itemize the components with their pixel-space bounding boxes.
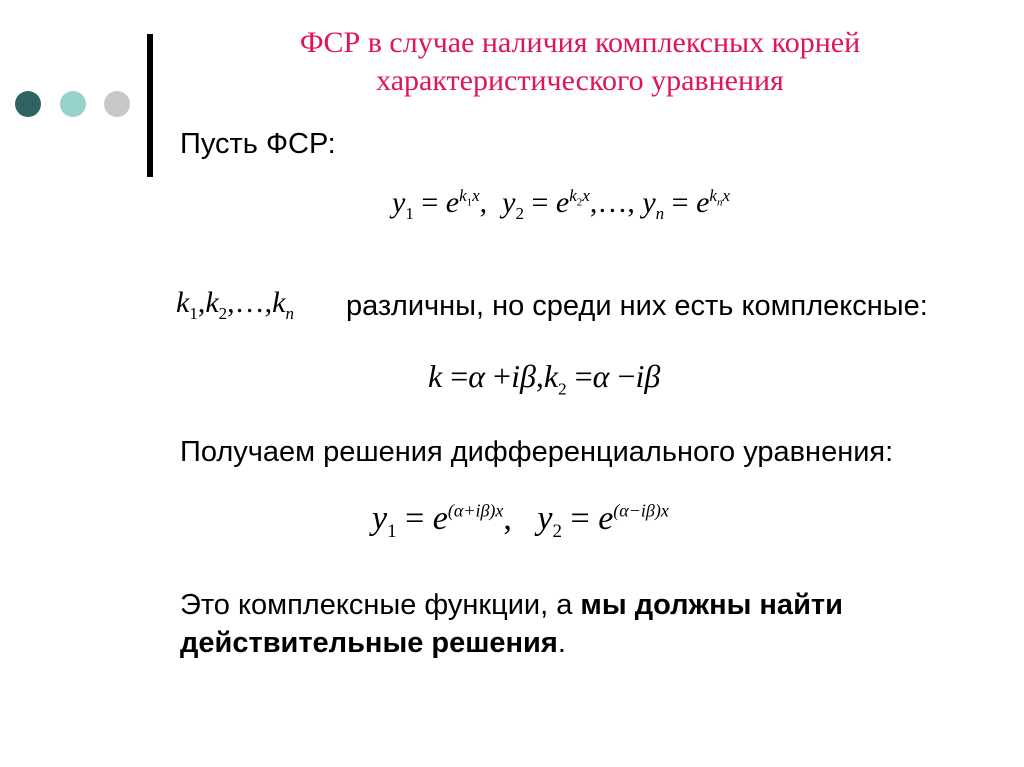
conclusion-period: .: [557, 627, 566, 659]
roots-description: различны, но среди них есть комплексные:: [346, 290, 928, 322]
slide-title: [200, 24, 960, 100]
solutions-heading: Получаем решения дифференциального уравнения:: [180, 436, 894, 468]
conclusion-normal: Это комплексные функции, а: [180, 589, 581, 621]
dot-teal: [60, 91, 86, 117]
title-line-1: ФСР в случае наличия комплексных корней: [299, 26, 861, 59]
dot-gray: [104, 91, 130, 117]
formula-complex-roots: $k =\alpha +i\beta,k_2 =\alpha -i\beta$: [428, 358, 661, 399]
conclusion-bold-2: действительные решения: [180, 627, 558, 659]
conclusion-text: [180, 586, 843, 662]
title-line-2: характеристического уравнения: [376, 64, 784, 97]
dot-dark: [15, 91, 41, 117]
formula-complex-solutions: $y_1 = e^{(\alpha+i\beta)x}$, $y_2 = e^{(\alpha-i\beta)x}$: [372, 500, 669, 542]
intro-text: Пусть ФСР:: [180, 128, 336, 160]
formula-fsr: $y_1 = e^{k_1x}$, $y_2$ = $e^{k_2x},\dots$, $y_n = e^{k_nx}$: [392, 186, 731, 223]
title-divider: [147, 34, 153, 177]
conclusion-bold-1: мы должны найти: [580, 589, 843, 621]
formula-roots-list: $k_1,k_2,\dots,k_n$: [176, 286, 294, 323]
